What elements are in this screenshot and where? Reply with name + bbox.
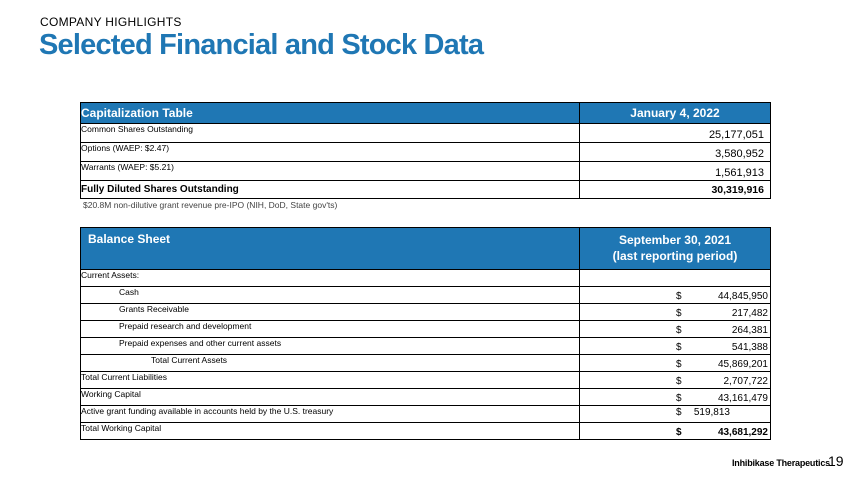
page-title: Selected Financial and Stock Data (39, 29, 484, 61)
row-value: 1,561,913 (580, 162, 771, 181)
currency-symbol: $ (676, 291, 682, 302)
row-label: Options (WAEP: $2.47) (81, 143, 580, 162)
row-label: Prepaid expenses and other current assets (81, 338, 580, 355)
currency-symbol: $ (676, 308, 682, 319)
row-label: Prepaid research and development (81, 321, 580, 338)
currency-symbol: $ (676, 376, 682, 387)
row-value (580, 321, 771, 338)
table-row (81, 124, 771, 143)
row-label: Working Capital (81, 389, 580, 406)
row-value (580, 389, 771, 406)
capitalization-table (80, 102, 771, 199)
table-row (81, 304, 771, 321)
row-label: Fully Diluted Shares Outstanding (81, 181, 580, 199)
currency-symbol: $ (676, 407, 682, 418)
page-number: 19 (828, 453, 844, 469)
amount: 45,869,201 (717, 359, 768, 370)
table-row (81, 162, 771, 181)
row-value: 30,319,916 (580, 181, 771, 199)
row-value: 25,177,051 (580, 124, 771, 143)
row-label: Grants Receivable (81, 304, 580, 321)
currency-symbol: $ (676, 342, 682, 353)
row-label: Current Assets: (81, 270, 580, 287)
capitalization-header-date: January 4, 2022 (580, 103, 771, 124)
row-value (580, 338, 771, 355)
row-value (580, 372, 771, 389)
period-date: September 30, 2021 (618, 233, 732, 247)
table-total-row (81, 181, 771, 199)
table-row (81, 355, 771, 372)
amount: 264,381 (731, 325, 768, 336)
amount: 541,388 (731, 342, 768, 353)
table-row (81, 372, 771, 389)
table-row (81, 406, 771, 423)
balance-sheet-table (80, 227, 771, 440)
amount: 2,707,722 (723, 376, 768, 387)
currency-symbol: $ (676, 393, 682, 404)
row-label: Total Working Capital (81, 423, 580, 440)
currency-symbol: $ (676, 427, 682, 438)
balance-sheet-header-label: Balance Sheet (81, 228, 580, 270)
amount: 44,845,950 (717, 291, 768, 302)
row-label: Common Shares Outstanding (81, 124, 580, 143)
table-total-row (81, 423, 771, 440)
row-value (580, 287, 771, 304)
row-value (580, 423, 771, 440)
row-value (580, 270, 771, 287)
row-value (580, 406, 771, 423)
amount: 43,681,292 (717, 427, 768, 438)
currency-symbol: $ (676, 359, 682, 370)
table-header-row (81, 228, 771, 270)
row-value (580, 304, 771, 321)
balance-sheet-header-period (580, 228, 771, 270)
table-row (81, 287, 771, 304)
period-note: (last reporting period) (612, 249, 738, 263)
table-header-row (81, 103, 771, 124)
amount: 43,161,479 (717, 393, 768, 404)
row-value (580, 355, 771, 372)
table-row (81, 338, 771, 355)
row-value: 3,580,952 (580, 143, 771, 162)
row-label: Total Current Liabilities (81, 372, 580, 389)
table-row (81, 143, 771, 162)
table-row (81, 270, 771, 287)
amount: 217,482 (731, 308, 768, 319)
table-row (81, 389, 771, 406)
grant-revenue-note: $20.8M non-dilutive grant revenue pre-IPO (NIH, DoD, State gov'ts) (83, 200, 338, 210)
company-brand: Inhibikase Therapeutics (732, 458, 830, 468)
row-label: Cash (81, 287, 580, 304)
row-label: Warrants (WAEP: $5.21) (81, 162, 580, 181)
row-label: Total Current Assets (81, 355, 580, 372)
table-row (81, 321, 771, 338)
amount: 519,813 (693, 407, 730, 418)
currency-symbol: $ (676, 325, 682, 336)
capitalization-header-label: Capitalization Table (81, 103, 580, 124)
row-label: Active grant funding available in accounts held by the U.S. treasury (81, 406, 580, 423)
section-kicker: COMPANY HIGHLIGHTS (40, 15, 182, 29)
